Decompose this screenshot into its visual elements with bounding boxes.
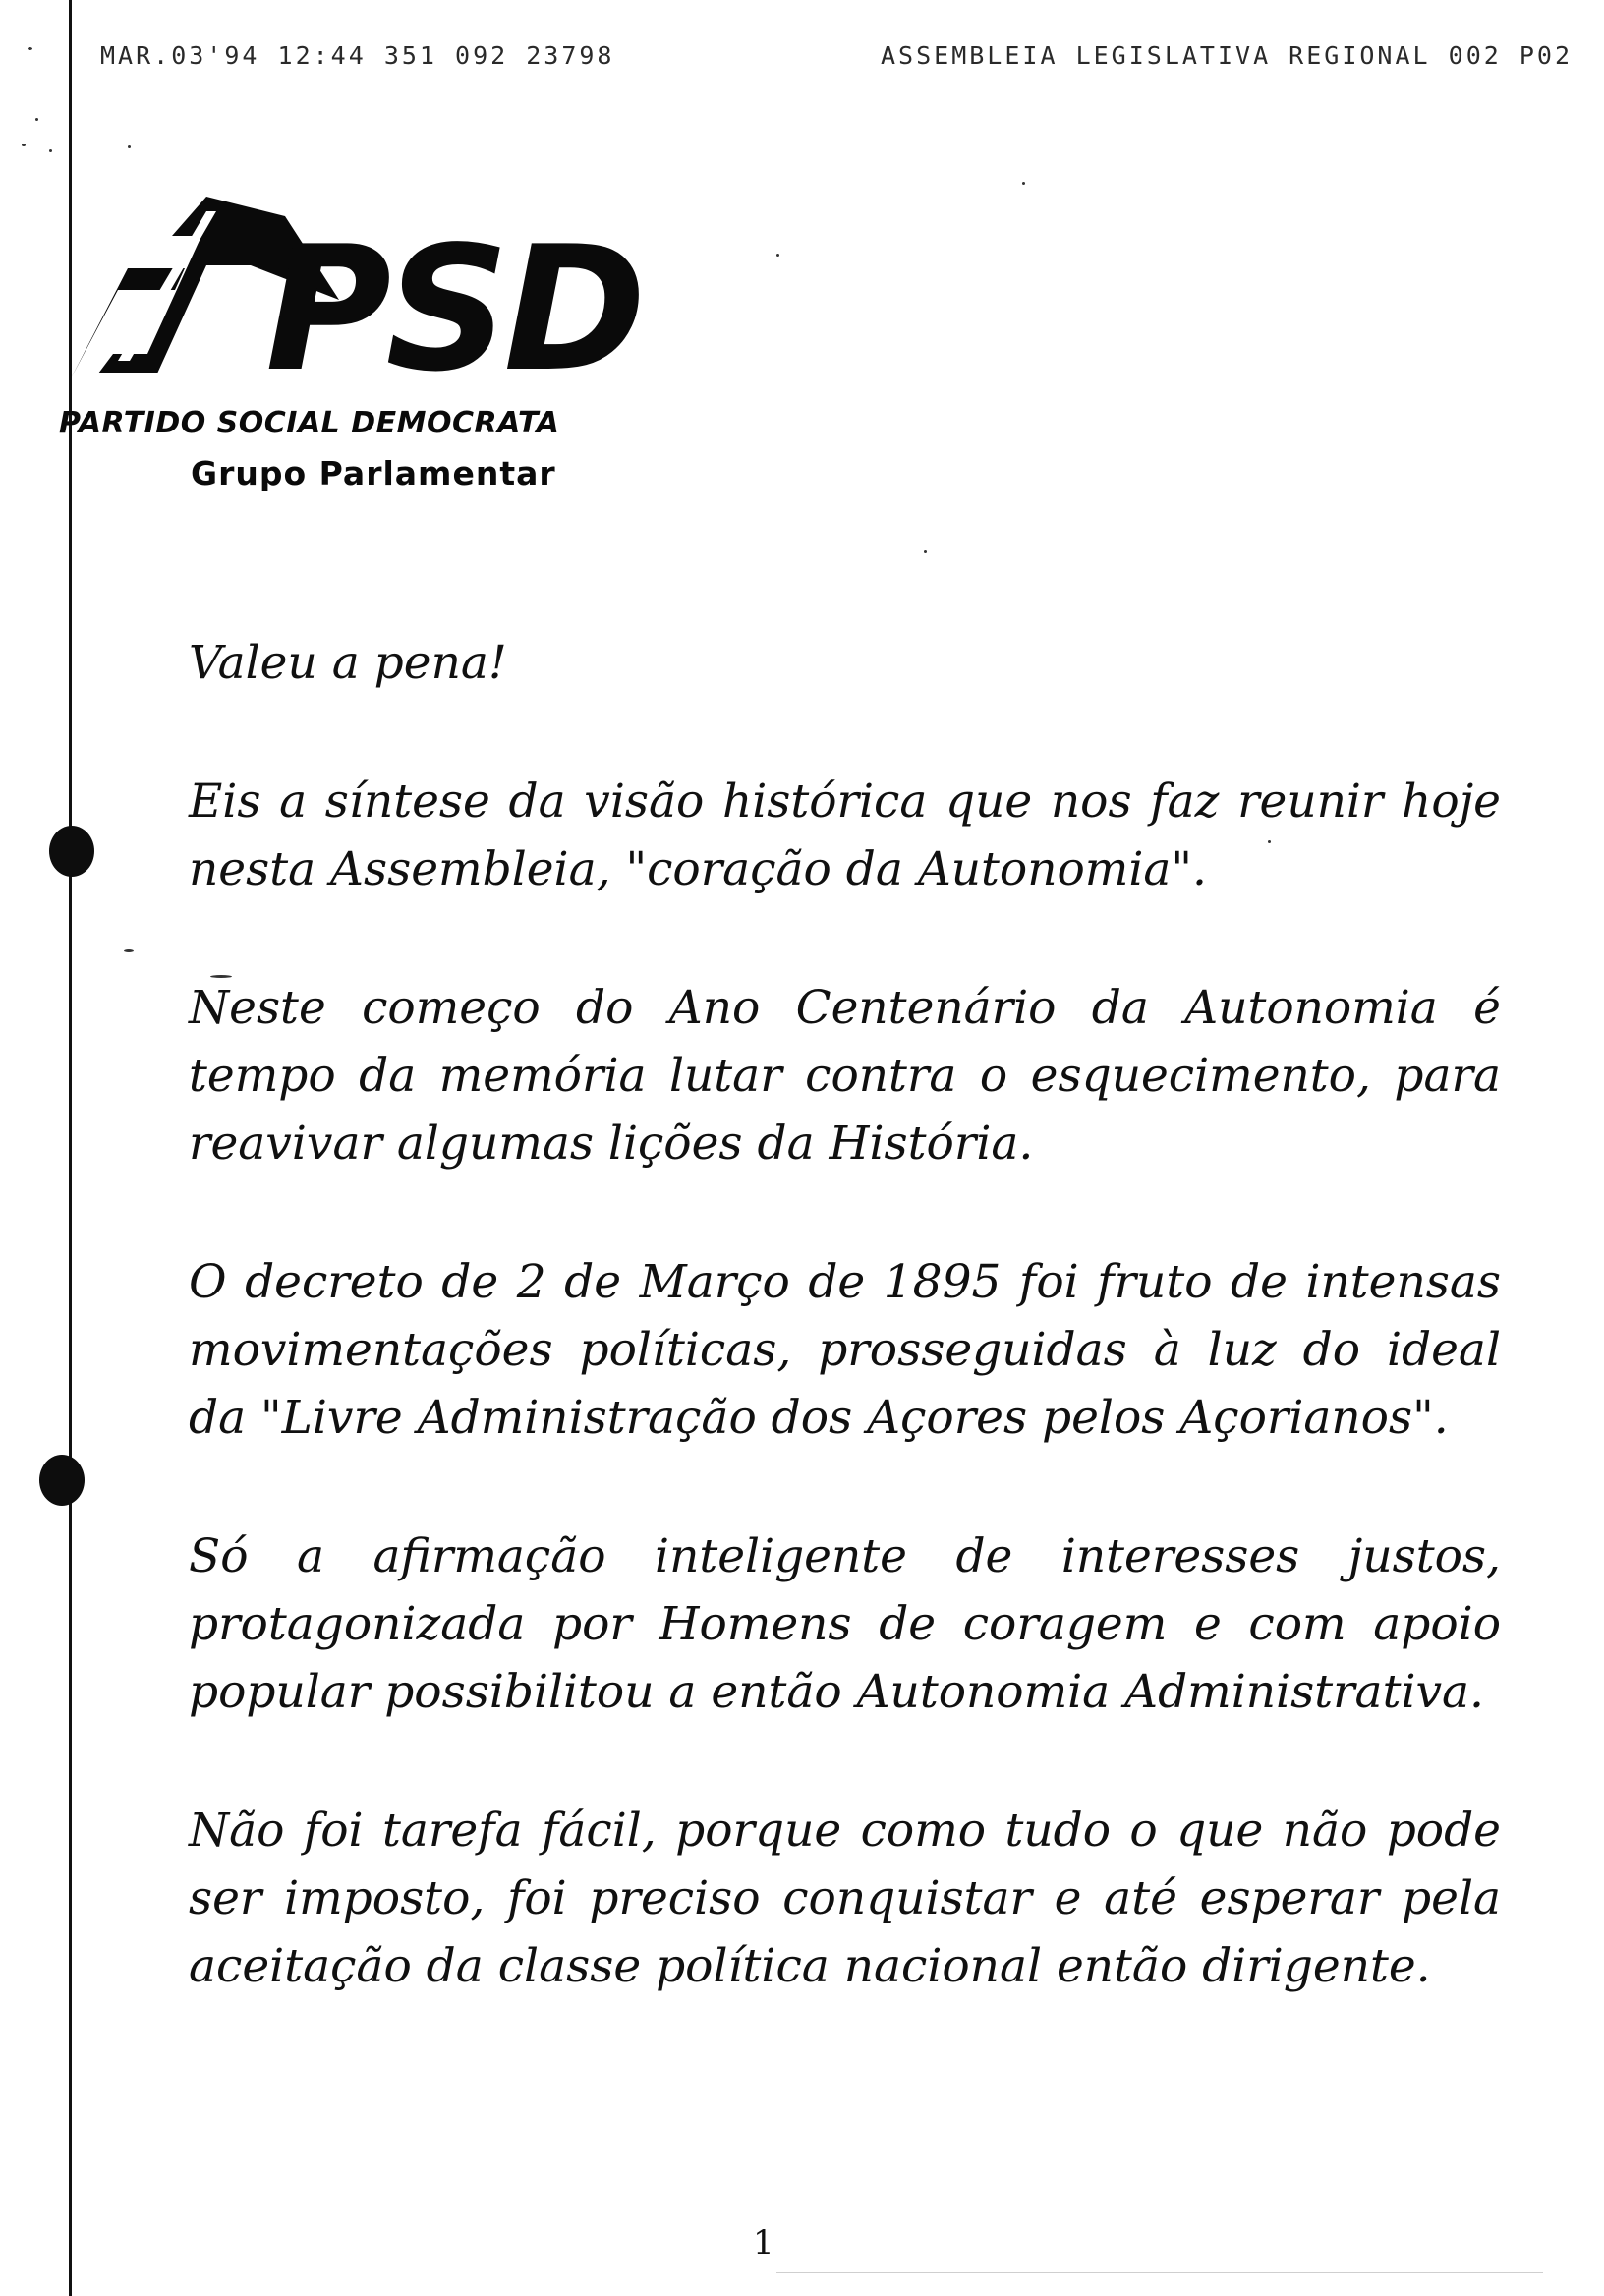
body-paragraph: Não foi tarefa fácil, porque como tudo o que não pode ser imposto, foi preciso conquistar e até esperar pela aceitação da classe política nacional então dirigente. bbox=[189, 1804, 1501, 1993]
parliamentary-group-label: Grupo Parlamentar bbox=[191, 454, 556, 492]
document-body bbox=[189, 629, 1501, 2071]
body-paragraph: Eis a síntese da visão histórica que nos faz reunir hoje nesta Assembleia, "coração da Autonomia". bbox=[189, 775, 1501, 896]
fax-header-recipient: ASSEMBLEIA LEGISLATIVA REGIONAL 002 P02 bbox=[881, 41, 1573, 70]
opening-line: Valeu a pena! bbox=[189, 636, 507, 690]
punch-hole bbox=[39, 1455, 85, 1506]
punch-hole bbox=[49, 826, 94, 877]
body-paragraph: Neste começo do Ano Centenário da Autonomia é tempo da memória lutar contra o esquecimento, para reavivar algumas lições da História. bbox=[189, 981, 1501, 1171]
logo-wordmark: PSD bbox=[265, 210, 641, 408]
fax-header bbox=[100, 41, 1573, 71]
party-name: PARTIDO SOCIAL DEMOCRATA bbox=[59, 406, 560, 440]
psd-logo bbox=[59, 192, 688, 447]
page-number: 1 bbox=[753, 2223, 774, 2263]
body-paragraph: O decreto de 2 de Março de 1895 foi fruto de intensas movimentações políticas, prosseguidas à luz do ideal da "Livre Administração dos Açores pelos Açorianos". bbox=[189, 1255, 1501, 1445]
fax-header-sender: MAR.03'94 12:44 351 092 23798 bbox=[100, 41, 615, 70]
body-paragraph: Só a afirmação inteligente de interesses justos, protagonizada por Homens de coragem e com apoio popular possibilitou a então Autonomia Administrativa. bbox=[189, 1529, 1501, 1719]
footer-rule bbox=[776, 2272, 1543, 2273]
psd-arrow-logo-graphic bbox=[59, 192, 688, 408]
